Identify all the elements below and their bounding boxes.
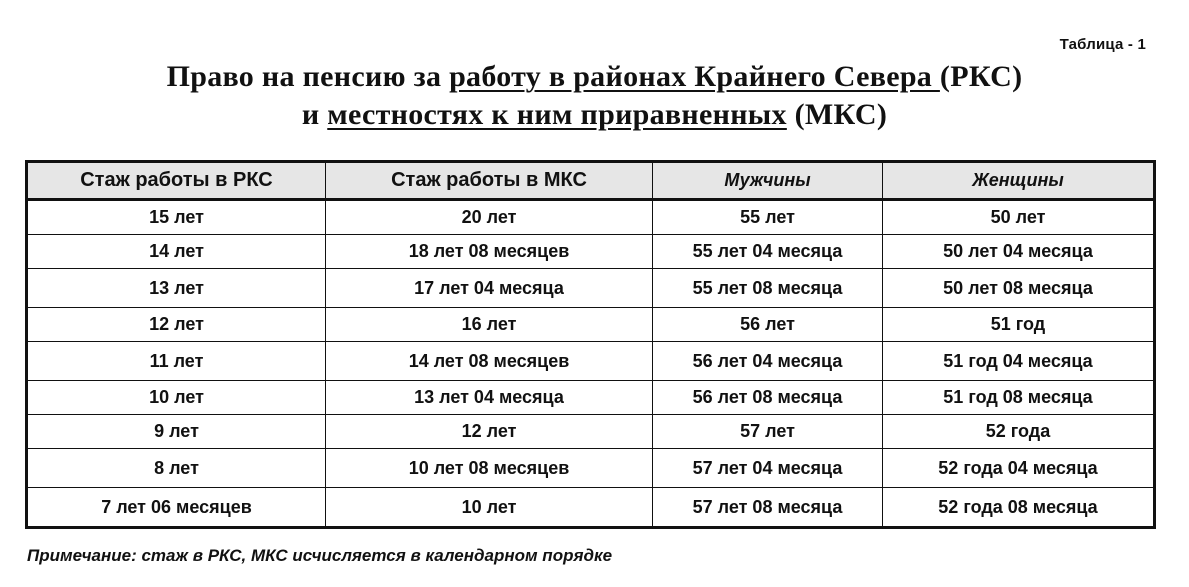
cell-mks: 20 лет bbox=[326, 200, 653, 235]
cell-rks: 9 лет bbox=[27, 415, 326, 449]
header-mks-experience: Стаж работы в МКС bbox=[326, 162, 653, 200]
cell-mks: 13 лет 04 месяца bbox=[326, 381, 653, 415]
title-underlined-text: местностях к ним приравненных bbox=[327, 98, 787, 131]
cell-rks: 10 лет bbox=[27, 381, 326, 415]
cell-men-age: 55 лет 08 месяца bbox=[653, 269, 883, 308]
cell-mks: 12 лет bbox=[326, 415, 653, 449]
page-title bbox=[0, 58, 1189, 134]
table-row bbox=[27, 488, 1155, 528]
footnote: Примечание: стаж в РКС, МКС исчисляется в календарном порядке bbox=[27, 546, 613, 565]
cell-women-age: 52 года bbox=[883, 415, 1155, 449]
cell-men-age: 57 лет 08 месяца bbox=[653, 488, 883, 528]
header-men: Мужчины bbox=[653, 162, 883, 200]
title-text: и bbox=[301, 98, 328, 131]
title-line-2 bbox=[0, 96, 1189, 134]
table-row bbox=[27, 269, 1155, 308]
table-row bbox=[27, 381, 1155, 415]
title-text: (РКС) bbox=[939, 60, 1023, 93]
cell-men-age: 57 лет bbox=[653, 415, 883, 449]
cell-women-age: 50 лет bbox=[883, 200, 1155, 235]
cell-women-age: 51 год 08 месяца bbox=[883, 381, 1155, 415]
header-rks-experience: Стаж работы в РКС bbox=[27, 162, 326, 200]
cell-women-age: 51 год 04 месяца bbox=[883, 342, 1155, 381]
cell-men-age: 55 лет bbox=[653, 200, 883, 235]
cell-men-age: 56 лет bbox=[653, 308, 883, 342]
cell-rks: 11 лет bbox=[27, 342, 326, 381]
cell-men-age: 57 лет 04 месяца bbox=[653, 449, 883, 488]
title-text: Право на пенсию за bbox=[166, 60, 450, 93]
cell-rks: 8 лет bbox=[27, 449, 326, 488]
cell-rks: 15 лет bbox=[27, 200, 326, 235]
cell-men-age: 56 лет 04 месяца bbox=[653, 342, 883, 381]
cell-men-age: 56 лет 08 месяца bbox=[653, 381, 883, 415]
header-women: Женщины bbox=[883, 162, 1155, 200]
cell-mks: 17 лет 04 месяца bbox=[326, 269, 653, 308]
table-row bbox=[27, 235, 1155, 269]
cell-rks: 12 лет bbox=[27, 308, 326, 342]
cell-men-age: 55 лет 04 месяца bbox=[653, 235, 883, 269]
table-row bbox=[27, 415, 1155, 449]
cell-mks: 14 лет 08 месяцев bbox=[326, 342, 653, 381]
table-row bbox=[27, 200, 1155, 235]
title-line-1 bbox=[0, 58, 1189, 96]
cell-women-age: 50 лет 08 месяца bbox=[883, 269, 1155, 308]
cell-rks: 13 лет bbox=[27, 269, 326, 308]
cell-mks: 18 лет 08 месяцев bbox=[326, 235, 653, 269]
cell-women-age: 52 года 04 месяца bbox=[883, 449, 1155, 488]
cell-women-age: 51 год bbox=[883, 308, 1155, 342]
cell-rks: 7 лет 06 месяцев bbox=[27, 488, 326, 528]
table-row bbox=[27, 342, 1155, 381]
cell-mks: 16 лет bbox=[326, 308, 653, 342]
table-row bbox=[27, 449, 1155, 488]
table-header-row bbox=[27, 162, 1155, 200]
cell-mks: 10 лет 08 месяцев bbox=[326, 449, 653, 488]
cell-rks: 14 лет bbox=[27, 235, 326, 269]
title-text: (МКС) bbox=[786, 98, 888, 131]
cell-mks: 10 лет bbox=[326, 488, 653, 528]
table-number: Таблица - 1 bbox=[1059, 36, 1146, 53]
table-row bbox=[27, 308, 1155, 342]
cell-women-age: 52 года 08 месяца bbox=[883, 488, 1155, 528]
cell-women-age: 50 лет 04 месяца bbox=[883, 235, 1155, 269]
title-underlined-text: работу в районах Крайнего Севера bbox=[449, 60, 940, 93]
pension-table bbox=[25, 160, 1156, 529]
